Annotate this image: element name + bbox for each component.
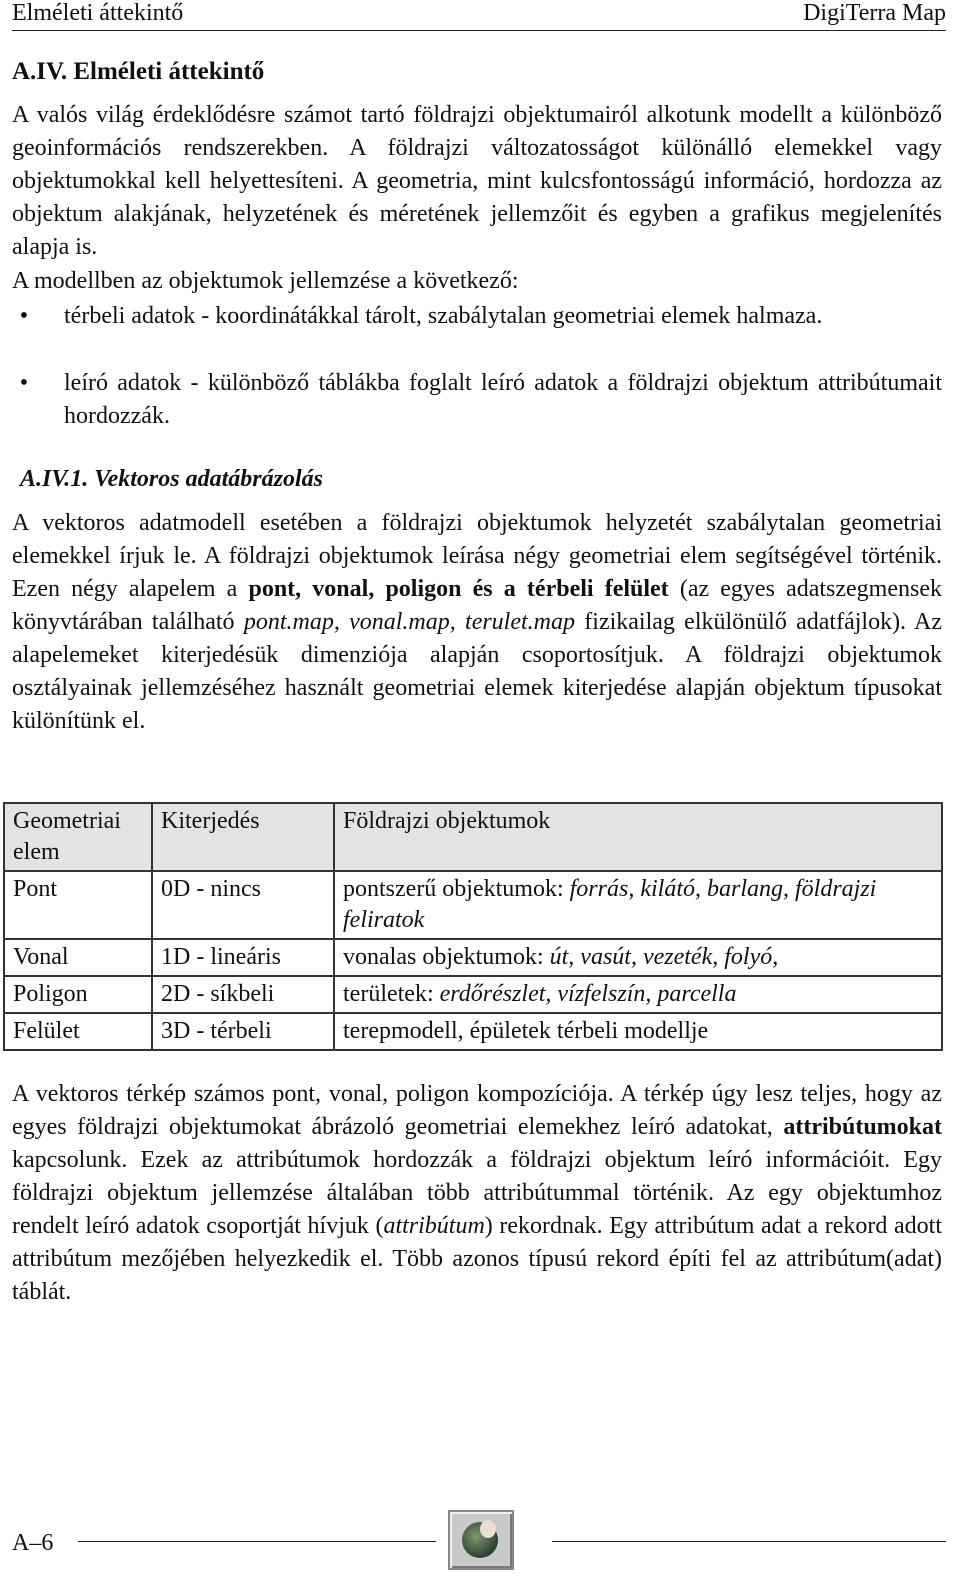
header-chapter: Elméleti áttekintő	[12, 0, 184, 26]
bullet-text: leíró adatok - különböző táblákba foglalt leíró adatok a földrajzi objektum attribútumait hordozzák.	[64, 370, 942, 429]
attribute-paragraph: A vektoros térkép számos pont, vonal, poligon kompozíciója. A térkép úgy lesz teljes, hogy az egyes földrajzi objektumokat ábrázoló geometriai elemekhez leíró adatokat, attribútumokat kapcsolunk. Ezek az attribútumok hordozzák a földrajzi objektum leíró információit. Egy földrajzi objektum jellemzése általában több attribútummal történik. Az egy objektumhoz rendelt leíró adatok csoportját hívjuk (attribútum) rekordnak. Egy attribútum adat a rekord adott attribútum mezőjében helyezkedik el. Több azonos típusú rekord építi fel az attribútum(adat) táblát.	[12, 1081, 942, 1305]
cell-elem: Vonal	[4, 939, 152, 976]
bullet-item	[12, 300, 942, 333]
cell-objects: területek: erdőrészlet, vízfelszín, parcella	[334, 976, 942, 1013]
cell-objects: pontszerű objektumok: forrás, kilátó, barlang, földrajzi feliratok	[334, 871, 942, 939]
table-header-row	[4, 803, 942, 871]
model-intro: A modellben az objektumok jellemzése a következő:	[12, 268, 519, 294]
cell-objects: vonalas objektumok: út, vasút, vezeték, folyó,	[334, 939, 942, 976]
bullet-text: térbeli adatok - koordinátákkal tárolt, szabálytalan geometriai elemek halmaza.	[64, 303, 823, 329]
page-number: A–6	[12, 1530, 54, 1556]
header-cell: Földrajzi objektumok	[334, 803, 942, 871]
footer-rule	[78, 1541, 436, 1542]
cell-elem: Poligon	[4, 976, 152, 1013]
header-cell: Kiterjedés	[152, 803, 334, 871]
vector-paragraph: A vektoros adatmodell esetében a földrajzi objektumok helyzetét szabálytalan geometriai elemekkel írjuk le. A földrajzi objektumok leírása négy geometriai elem segítségével történik. Ezen négy alapelem a pont, vonal, poligon és a térbeli felület (az egyes adatszegmensek könyvtárában található pont.map, vonal.map, terulet.map fizikailag elkülönülő adatfájlok). Az alapelemeket kiterjedésük dimenziója alapján csoportosítjuk. A földrajzi objektumok osztályainak jellemzéséhez használt geometriai elemek kiterjedése alapján objektum típusokat különítünk el.	[12, 510, 942, 734]
globe-highlight	[480, 1520, 496, 1538]
footer-rule	[552, 1541, 946, 1542]
cell-elem: Pont	[4, 871, 152, 939]
bullet-icon: •	[19, 370, 29, 396]
header-cell: Geometriai elem	[4, 803, 152, 871]
table-row	[4, 976, 942, 1013]
geometry-table	[3, 802, 943, 1051]
table-row	[4, 939, 942, 976]
table-row	[4, 1013, 942, 1050]
bullet-icon: •	[19, 303, 29, 329]
bullet-item	[12, 367, 942, 433]
page-header	[12, 0, 946, 31]
cell-objects: terepmodell, épületek térbeli modellje	[334, 1013, 942, 1050]
cell-elem: Felület	[4, 1013, 152, 1050]
subsection-title: A.IV.1. Vektoros adatábrázolás	[20, 466, 323, 492]
cell-ext: 1D - lineáris	[152, 939, 334, 976]
table-row	[4, 871, 942, 939]
digiterra-globe-icon	[448, 1510, 514, 1570]
section-title: A.IV. Elméleti áttekintő	[12, 58, 265, 85]
intro-paragraph: A valós világ érdeklődésre számot tartó földrajzi objektumairól alkotunk modellt a különböző geoinformációs rendszerekben. A földrajzi változatosságot különálló elemekkel vagy objektumokkal kell helyettesíteni. A geometria, mint kulcsfontosságú információ, hordozza az objektum alakjának, helyzetének és méretének jellemzőit és egyben a grafikus megjelenítés alapja is.	[12, 102, 942, 260]
cell-ext: 3D - térbeli	[152, 1013, 334, 1050]
page-footer	[12, 1520, 946, 1570]
cell-ext: 0D - nincs	[152, 871, 334, 939]
cell-ext: 2D - síkbeli	[152, 976, 334, 1013]
header-product: DigiTerra Map	[803, 0, 946, 26]
